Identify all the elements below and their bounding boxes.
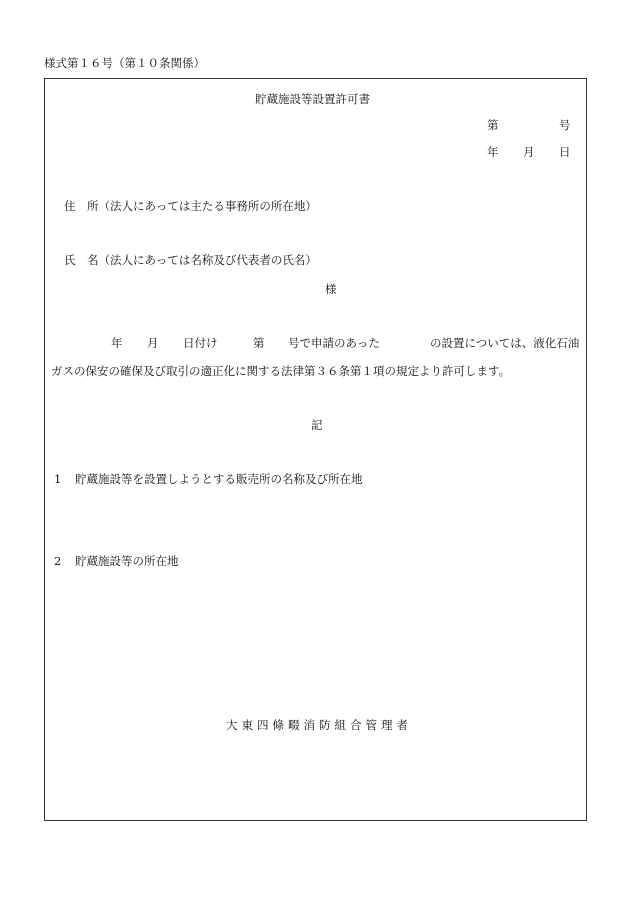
number-go: 号 bbox=[559, 118, 571, 132]
address-label: 住 所 bbox=[64, 199, 99, 213]
name-label: 氏 名 bbox=[64, 253, 99, 267]
date-year: 年 bbox=[487, 145, 499, 159]
date-day: 日 bbox=[559, 145, 571, 159]
address-line bbox=[64, 201, 317, 213]
body-dated: 日付け bbox=[183, 336, 218, 350]
document-title: 貯蔵施設等設置許可書 bbox=[255, 92, 370, 106]
body-line-2: ガスの保安の確保及び取引の適正化に関する法律第３６条第１項の規定より許可します。 bbox=[51, 364, 511, 378]
name-line bbox=[64, 255, 317, 267]
item-number-1: 1 bbox=[54, 472, 62, 486]
honorific: 様 bbox=[325, 282, 337, 296]
ki-heading: 記 bbox=[311, 418, 323, 432]
body-dai: 第 bbox=[253, 336, 265, 350]
issuer: 大東四條畷消防組合管理者 bbox=[226, 718, 412, 732]
body-year: 年 bbox=[111, 336, 123, 350]
form-number: 様式第１６号（第１０条関係） bbox=[44, 56, 205, 70]
body-application: 号で申請のあった bbox=[288, 336, 380, 350]
number-dai: 第 bbox=[487, 118, 499, 132]
date-month: 月 bbox=[523, 145, 535, 159]
item-number-2: 2 bbox=[54, 554, 62, 568]
body-installation: の設置については、液化石油 bbox=[430, 336, 580, 350]
item-text-2: 貯蔵施設等の所在地 bbox=[75, 554, 179, 568]
address-note: （法人にあっては主たる事務所の所在地） bbox=[98, 199, 317, 213]
form-frame bbox=[44, 78, 587, 821]
body-month: 月 bbox=[147, 336, 159, 350]
item-text-1: 貯蔵施設等を設置しようとする販売所の名称及び所在地 bbox=[75, 472, 363, 486]
name-note: （法人にあっては名称及び代表者の氏名） bbox=[98, 253, 317, 267]
